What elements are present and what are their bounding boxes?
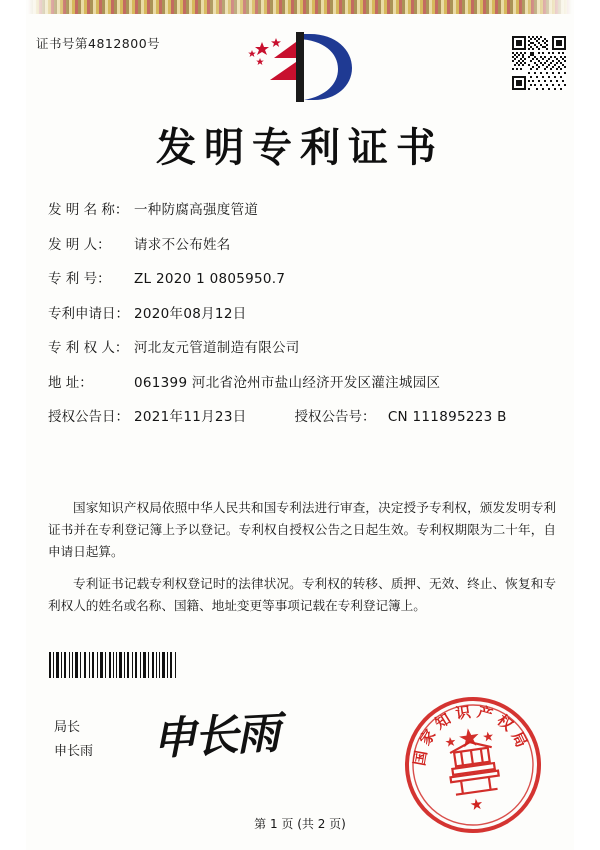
field-value: 河北友元管道制造有限公司 [134,340,300,356]
field-label: 专 利 权 人： [48,340,129,356]
signature-role-label: 局长 [54,720,81,735]
field-value: 061399 河北省沧州市盐山经济开发区灌注城园区 [134,374,441,391]
paragraph: 国家知识产权局依照中华人民共和国专利法进行审查，决定授予专利权，颁发发明专利证书并在专利登记簿上予以登记。专利权自授权公告之日起生效。专利权期限为二十年，自申请日起算。 [48,500,556,559]
field-application-date [48,302,558,322]
field-label: 发 明 名 称： [48,202,129,218]
field-value: 一种防腐高强度管道 [134,202,259,218]
field-label: 专 利 号： [48,271,111,287]
seal-outer-text: 国家知识产权局 [410,702,534,768]
field-label-secondary-text: 授权公告号： [294,409,376,425]
signature-name: 申长雨 [54,744,94,759]
field-patentee [48,336,558,356]
field-label: 发 明 人： [48,236,111,253]
field-label: 地 址： [48,374,93,391]
field-value-secondary: CN 111895223 B [387,409,507,425]
field-value: 请求不公布姓名 [134,236,231,253]
field-list [48,198,558,440]
certificate-number: 证书号第4812800号 [36,36,161,51]
cnipa-emblem-icon [0,26,600,108]
paragraph: 专利证书记载专利权登记时的法律状况。专利权的转移、质押、无效、终止、恢复和专利权人的姓名或名称、国籍、地址变更等事项记载在专利登记簿上。 [48,576,556,613]
field-invention-name [48,198,558,218]
seal-inner-text: ★ [469,796,488,814]
field-value: ZL 2020 1 0805950.7 [134,271,286,287]
page-number: 第 1 页 (共 2 页) [254,817,346,831]
page-title: 发明专利证书 [156,124,444,171]
field-patent-number [48,267,558,287]
field-label-secondary [295,405,507,425]
legal-text [48,497,556,627]
field-value: 2021年11月23日 [134,409,247,425]
field-address [48,371,558,391]
signature-block [54,716,93,764]
field-label: 授权公告日： [48,409,129,425]
barcode-icon [48,652,178,678]
field-value: 2020年08月12日 [134,305,247,322]
field-grant-announcement [48,405,558,425]
svg-text:★ [470,797,488,814]
field-inventor [48,233,558,253]
handwritten-signature: 申长雨 [150,707,280,766]
field-label: 专利申请日： [48,305,129,322]
top-ornament-mask [0,0,600,14]
